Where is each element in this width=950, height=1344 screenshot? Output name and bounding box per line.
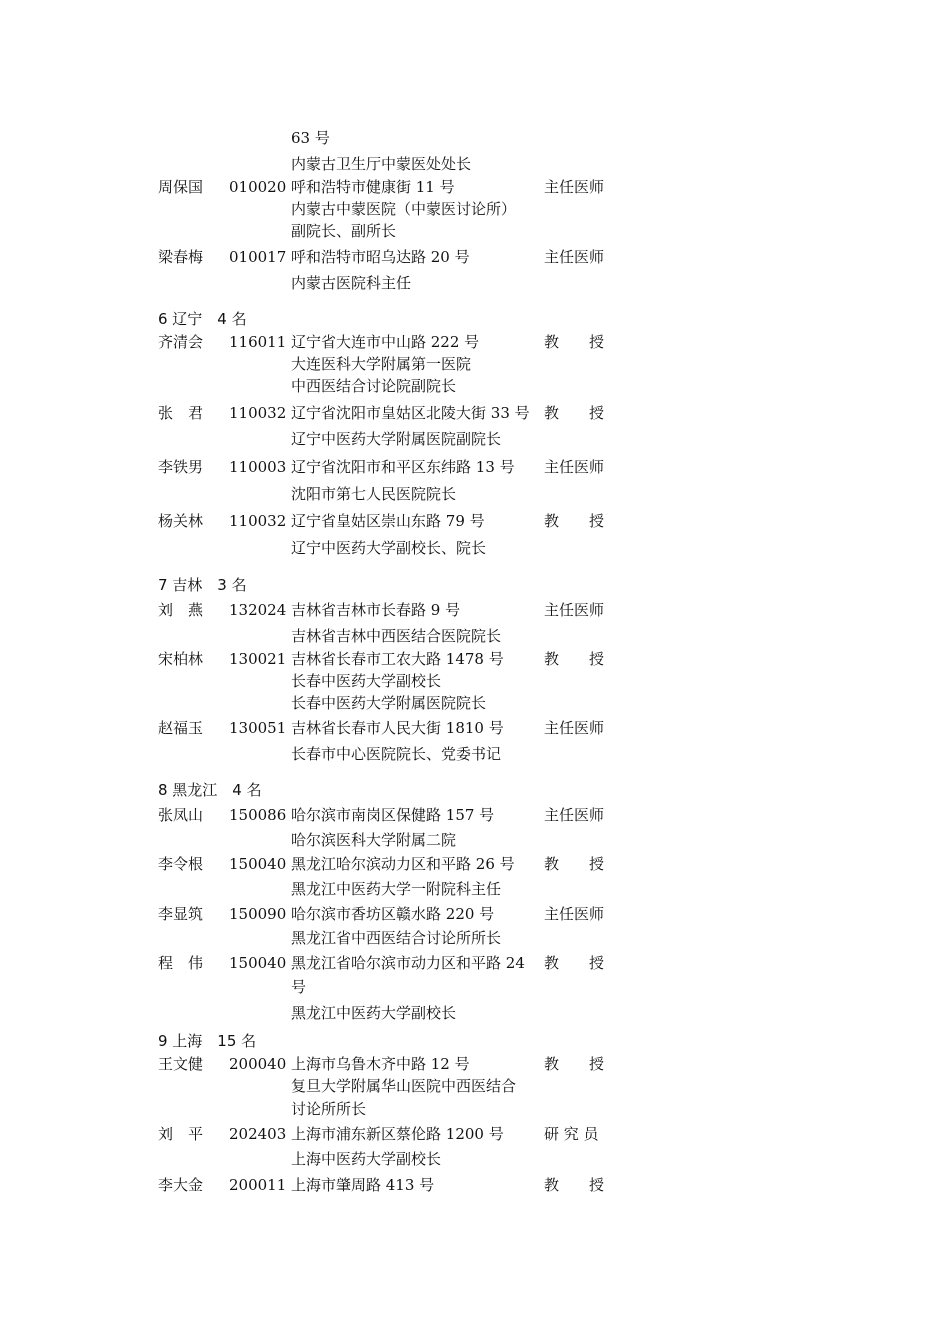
person-title: 教 授 bbox=[544, 512, 605, 530]
address-line: 长春中医药大学副校长 bbox=[291, 672, 442, 690]
person-name: 李令根 bbox=[158, 855, 204, 873]
person-name: 张凤山 bbox=[158, 806, 204, 824]
section-heading: 9 上海 15 名 bbox=[158, 1032, 257, 1050]
person-name: 程 伟 bbox=[158, 954, 204, 972]
person-title: 教 授 bbox=[544, 333, 605, 351]
person-title: 主任医师 bbox=[544, 905, 605, 923]
address-line: 黑龙江哈尔滨动力区和平路 26 号 bbox=[291, 855, 515, 873]
person-title: 主任医师 bbox=[544, 458, 605, 476]
postal-code: 202403 bbox=[229, 1125, 287, 1143]
address-line: 辽宁省沈阳市皇姑区北陵大街 33 号 bbox=[291, 404, 530, 422]
address-line: 黑龙江省哈尔滨市动力区和平路 24 bbox=[291, 954, 525, 972]
address-line: 辽宁省沈阳市和平区东纬路 13 号 bbox=[291, 458, 515, 476]
postal-code: 150040 bbox=[229, 954, 287, 972]
address-line: 沈阳市第七人民医院院长 bbox=[291, 485, 457, 503]
person-title: 教 授 bbox=[544, 855, 605, 873]
person-name: 李铁男 bbox=[158, 458, 204, 476]
address-line: 黑龙江省中西医结合讨论所所长 bbox=[291, 929, 502, 947]
address-line: 吉林省长春市工农大路 1478 号 bbox=[291, 650, 504, 668]
person-title: 教 授 bbox=[544, 1055, 605, 1073]
postal-code: 150040 bbox=[229, 855, 287, 873]
person-title: 主任医师 bbox=[544, 719, 605, 737]
address-line: 上海市乌鲁木齐中路 12 号 bbox=[291, 1055, 470, 1073]
person-title: 主任医师 bbox=[544, 806, 605, 824]
address-line: 吉林省长春市人民大街 1810 号 bbox=[291, 719, 504, 737]
person-name: 梁春梅 bbox=[158, 248, 204, 266]
address-line: 黑龙江中医药大学一附院科主任 bbox=[291, 880, 502, 898]
person-name: 杨关林 bbox=[158, 512, 204, 530]
person-title: 教 授 bbox=[544, 1176, 605, 1194]
person-title: 教 授 bbox=[544, 650, 605, 668]
postal-code: 110003 bbox=[229, 458, 287, 476]
address-line: 讨论所所长 bbox=[291, 1100, 367, 1118]
address-line: 内蒙古医院科主任 bbox=[291, 274, 412, 292]
postal-code: 010017 bbox=[229, 248, 287, 266]
address-line: 上海市肇周路 413 号 bbox=[291, 1176, 435, 1194]
section-heading: 7 吉林 3 名 bbox=[158, 576, 247, 594]
address-line: 哈尔滨医科大学附属二院 bbox=[291, 831, 457, 849]
address-line: 辽宁省皇姑区崇山东路 79 号 bbox=[291, 512, 485, 530]
address-line: 辽宁中医药大学附属医院副院长 bbox=[291, 430, 502, 448]
person-name: 李大金 bbox=[158, 1176, 204, 1194]
postal-code: 110032 bbox=[229, 512, 287, 530]
postal-code: 200040 bbox=[229, 1055, 287, 1073]
postal-code: 200011 bbox=[229, 1176, 287, 1194]
address-line: 号 bbox=[291, 978, 307, 996]
person-title: 主任医师 bbox=[544, 601, 605, 619]
person-title: 教 授 bbox=[544, 404, 605, 422]
postal-code: 130021 bbox=[229, 650, 287, 668]
person-name: 刘 燕 bbox=[158, 601, 204, 619]
address-line: 副院长、副所长 bbox=[291, 222, 397, 240]
person-name: 赵福玉 bbox=[158, 719, 204, 737]
person-title: 主任医师 bbox=[544, 248, 605, 266]
address-line: 长春市中心医院院长、党委书记 bbox=[291, 745, 502, 763]
person-name: 宋柏林 bbox=[158, 650, 204, 668]
address-line: 中西医结合讨论院副院长 bbox=[291, 377, 457, 395]
address-line: 内蒙古中蒙医院（中蒙医讨论所） bbox=[291, 200, 517, 218]
postal-code: 116011 bbox=[229, 333, 287, 351]
address-line: 上海中医药大学副校长 bbox=[291, 1150, 442, 1168]
person-title: 研 究 员 bbox=[544, 1125, 599, 1143]
address-line: 吉林省吉林中西医结合医院院长 bbox=[291, 627, 502, 645]
postal-code: 010020 bbox=[229, 178, 287, 196]
person-title: 主任医师 bbox=[544, 178, 605, 196]
address-line: 辽宁省大连市中山路 222 号 bbox=[291, 333, 480, 351]
person-name: 齐清会 bbox=[158, 333, 204, 351]
address-line: 哈尔滨市香坊区赣水路 220 号 bbox=[291, 905, 495, 923]
postal-code: 132024 bbox=[229, 601, 287, 619]
person-name: 张 君 bbox=[158, 404, 204, 422]
address-line: 呼和浩特市昭乌达路 20 号 bbox=[291, 248, 470, 266]
address-line: 长春中医药大学附属医院院长 bbox=[291, 694, 487, 712]
address-line: 呼和浩特市健康街 11 号 bbox=[291, 178, 455, 196]
address-line: 吉林省吉林市长春路 9 号 bbox=[291, 601, 461, 619]
postal-code: 130051 bbox=[229, 719, 287, 737]
address-line: 复旦大学附属华山医院中西医结合 bbox=[291, 1077, 517, 1095]
address-line: 内蒙古卫生厅中蒙医处处长 bbox=[291, 155, 472, 173]
address-line: 哈尔滨市南岗区保健路 157 号 bbox=[291, 806, 495, 824]
person-name: 刘 平 bbox=[158, 1125, 204, 1143]
postal-code: 110032 bbox=[229, 404, 287, 422]
person-name: 李显筑 bbox=[158, 905, 204, 923]
address-line: 黑龙江中医药大学副校长 bbox=[291, 1004, 457, 1022]
person-title: 教 授 bbox=[544, 954, 605, 972]
address-line: 辽宁中医药大学副校长、院长 bbox=[291, 539, 487, 557]
section-heading: 8 黑龙江 4 名 bbox=[158, 781, 262, 799]
postal-code: 150090 bbox=[229, 905, 287, 923]
person-name: 周保国 bbox=[158, 178, 204, 196]
address-line: 上海市浦东新区蔡伦路 1200 号 bbox=[291, 1125, 504, 1143]
person-name: 王文健 bbox=[158, 1055, 204, 1073]
postal-code: 150086 bbox=[229, 806, 287, 824]
address-line: 63 号 bbox=[291, 129, 330, 147]
address-line: 大连医科大学附属第一医院 bbox=[291, 355, 472, 373]
section-heading: 6 辽宁 4 名 bbox=[158, 310, 247, 328]
